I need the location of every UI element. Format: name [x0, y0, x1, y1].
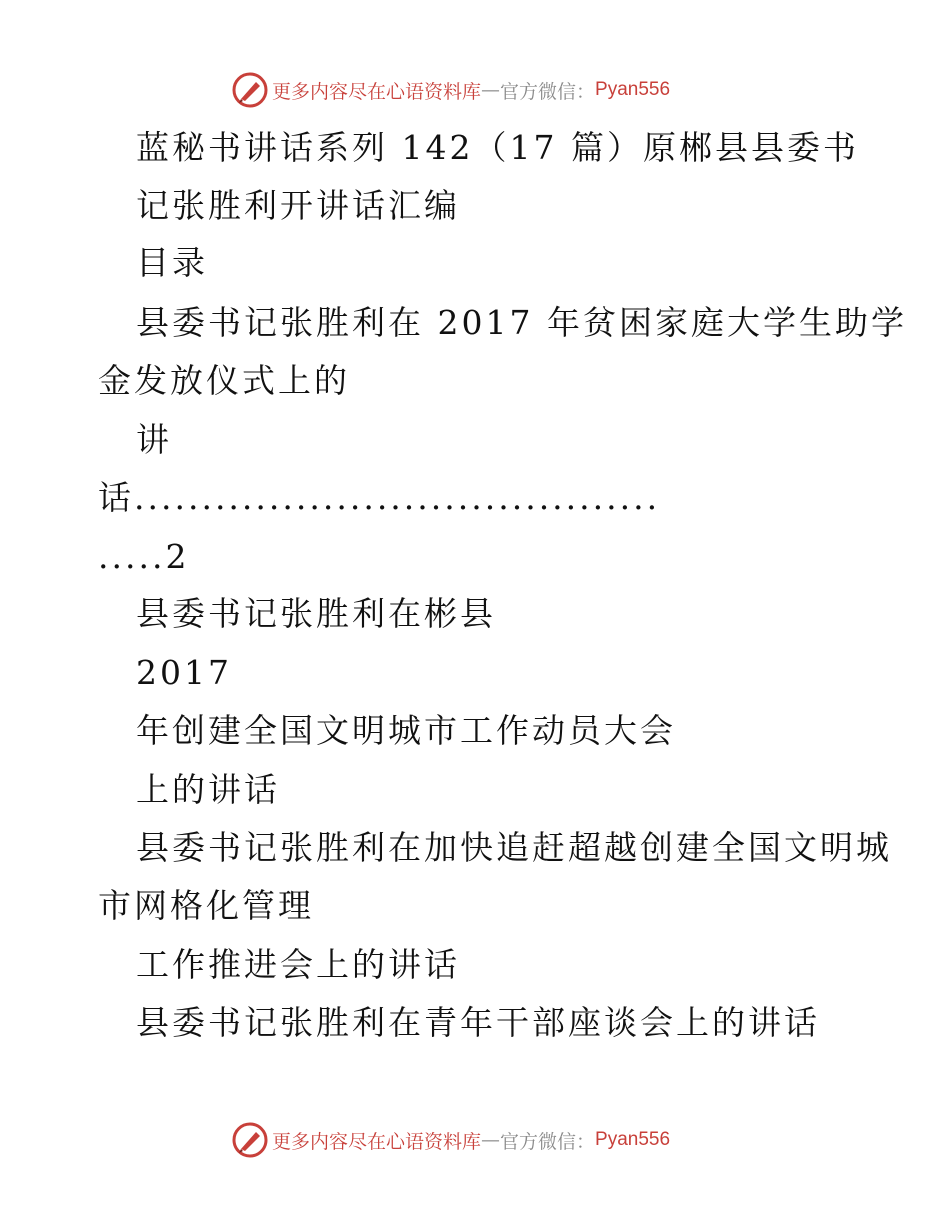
banner-separator: — — [481, 1129, 501, 1151]
banner-wechat-label: 官方微信： — [500, 1130, 596, 1153]
banner-wechat-id: Pyan556 — [595, 1129, 671, 1150]
doc-title-line-2: 记张胜利开讲话汇编 — [136, 186, 460, 225]
toc-entry-2-line-1: 县委书记张胜利在彬县 — [136, 594, 496, 633]
banner-title: 更多内容尽在心语资料库 — [272, 1130, 482, 1153]
toc-heading: 目录 — [136, 243, 208, 282]
footer-banner — [232, 1120, 712, 1160]
doc-title-line-1: 蓝秘书讲话系列 142（17 篇）原郴县县委书 — [136, 128, 859, 167]
toc-entry-4-line-1: 县委书记张胜利在青年干部座谈会上的讲话 — [136, 1003, 820, 1042]
toc-entry-1-line-3: 讲 — [136, 420, 172, 459]
toc-entry-1-leader: 话....................................... — [98, 478, 661, 517]
toc-entry-2-line-4: 上的讲话 — [136, 770, 280, 809]
banner-wechat-id: Pyan556 — [595, 79, 671, 100]
banner-separator: — — [481, 79, 501, 101]
toc-entry-3-line-3: 工作推进会上的讲话 — [136, 945, 460, 984]
toc-entry-3-line-2: 市网格化管理 — [98, 886, 314, 925]
toc-entry-1-line-1: 县委书记张胜利在 2017 年贫困家庭大学生助学 — [136, 303, 907, 342]
toc-entry-1-line-2: 金发放仪式上的 — [98, 361, 350, 400]
banner-title: 更多内容尽在心语资料库 — [272, 80, 482, 103]
toc-entry-1-page: .....2 — [98, 537, 190, 576]
banner-wechat-label: 官方微信： — [500, 80, 596, 103]
toc-entry-2-line-3: 年创建全国文明城市工作动员大会 — [136, 711, 676, 750]
pen-logo-icon — [232, 1122, 268, 1158]
toc-entry-2-line-2: 2017 — [136, 653, 232, 692]
toc-entry-3-line-1: 县委书记张胜利在加快追赶超越创建全国文明城 — [136, 828, 892, 867]
